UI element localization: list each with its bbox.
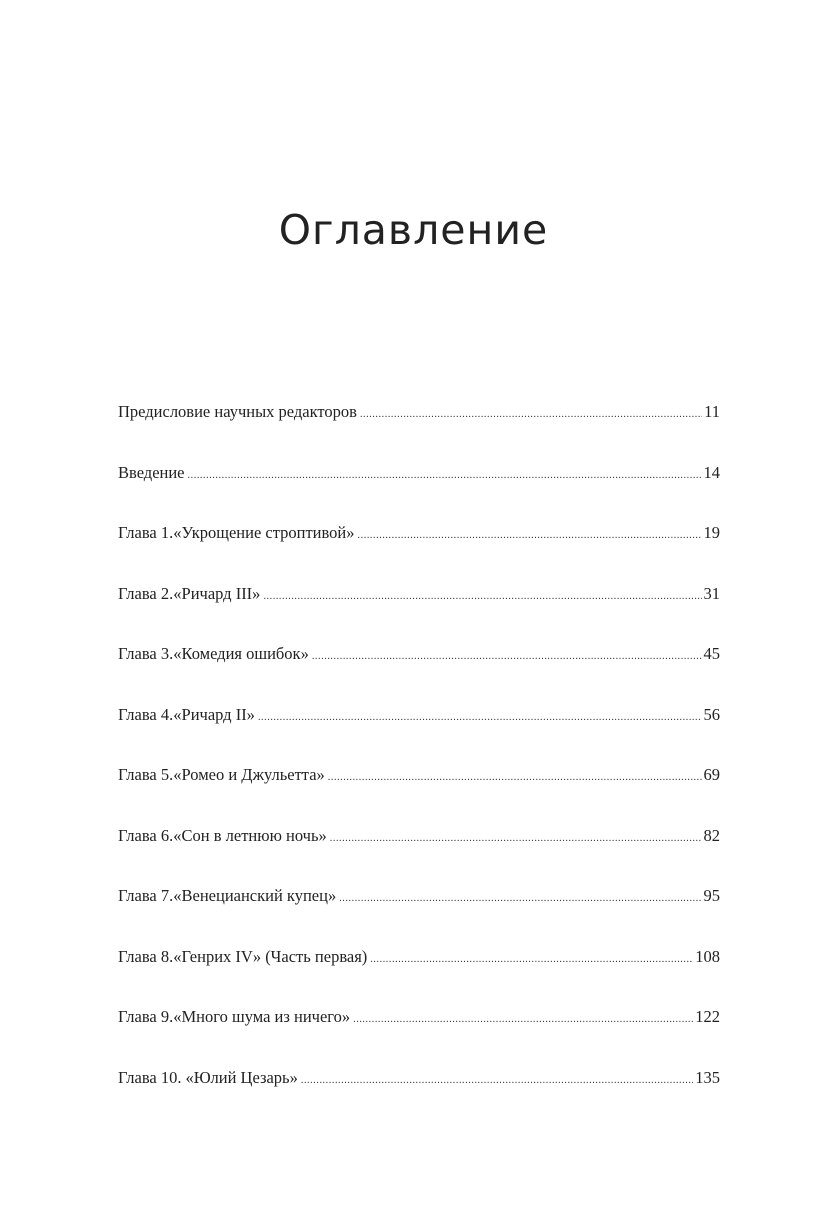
dot-leader	[353, 1007, 693, 1027]
toc-entry-introduction	[118, 463, 720, 524]
toc-page-number: 82	[703, 825, 720, 845]
toc-entry-title: Введение	[118, 462, 185, 482]
page-title: Оглавление	[278, 206, 549, 254]
toc-entry-title: «Много шума из ничего»	[173, 1007, 351, 1026]
toc-chapter-label: Глава 10.	[118, 1067, 182, 1087]
toc-page-number: 135	[695, 1067, 720, 1087]
toc-entry-chapter-3	[118, 644, 720, 705]
toc-entry-title: Предисловие научных редакторов	[118, 402, 357, 421]
dot-leader	[330, 826, 702, 846]
toc-entry-chapter-2	[118, 584, 720, 645]
toc-page-number: 19	[703, 523, 720, 542]
toc-chapter-label: Глава 5.	[118, 765, 174, 784]
toc-chapter-label: Глава 8.	[118, 946, 174, 966]
toc-entry-chapter-1	[118, 523, 720, 584]
toc-page-number: 31	[703, 583, 720, 603]
toc-entry-title: «Укрощение строптивой»	[173, 523, 355, 542]
dot-leader	[263, 584, 701, 604]
toc-chapter-label: Глава 3.	[118, 644, 174, 663]
dot-leader	[339, 886, 701, 906]
toc-entry-title: «Комедия ошибок»	[173, 644, 309, 663]
toc-entry-preface	[118, 402, 720, 463]
toc-chapter-label: Глава 2.	[118, 583, 174, 603]
dot-leader	[188, 463, 702, 483]
toc-page-number: 14	[703, 462, 720, 482]
toc-page-number: 122	[695, 1007, 720, 1026]
toc-entry-title: «Генрих IV» (Часть первая)	[173, 946, 368, 966]
toc-chapter-label: Глава 6.	[118, 825, 174, 845]
toc-entry-chapter-6	[118, 826, 720, 887]
toc-chapter-label: Глава 4.	[118, 704, 174, 724]
toc-entry-chapter-4	[118, 705, 720, 766]
toc-entry-chapter-5	[118, 765, 720, 826]
toc-entry-chapter-7	[118, 886, 720, 947]
toc-page-number: 56	[703, 704, 720, 724]
toc-page-number: 45	[703, 644, 720, 663]
dot-leader	[328, 765, 702, 785]
toc-page-number: 95	[703, 886, 720, 905]
dot-leader	[360, 402, 702, 422]
toc-entry-chapter-8	[118, 947, 720, 1008]
toc-entry-title: «Юлий Цезарь»	[185, 1067, 298, 1087]
toc-entry-title: «Венецианский купец»	[173, 886, 337, 905]
toc-page-number: 108	[695, 946, 720, 966]
toc-chapter-label: Глава 7.	[118, 886, 174, 905]
toc-entry-title: «Ричард II»	[173, 704, 255, 724]
dot-leader	[312, 644, 702, 664]
dot-leader	[358, 523, 702, 543]
toc-page-number: 11	[704, 402, 720, 421]
toc-entry-title: «Сон в летнюю ночь»	[173, 825, 327, 845]
toc-entry-chapter-10	[118, 1068, 720, 1129]
toc-chapter-label: Глава 1.	[118, 523, 174, 542]
dot-leader	[370, 947, 693, 967]
dot-leader	[301, 1068, 693, 1088]
toc-page-number: 69	[703, 765, 720, 784]
toc-chapter-label: Глава 9.	[118, 1007, 174, 1026]
table-of-contents	[118, 402, 720, 1128]
toc-entry-chapter-9	[118, 1007, 720, 1068]
toc-entry-title: «Ричард III»	[173, 583, 261, 603]
toc-entry-title: «Ромео и Джульетта»	[173, 765, 325, 784]
dot-leader	[258, 705, 702, 725]
